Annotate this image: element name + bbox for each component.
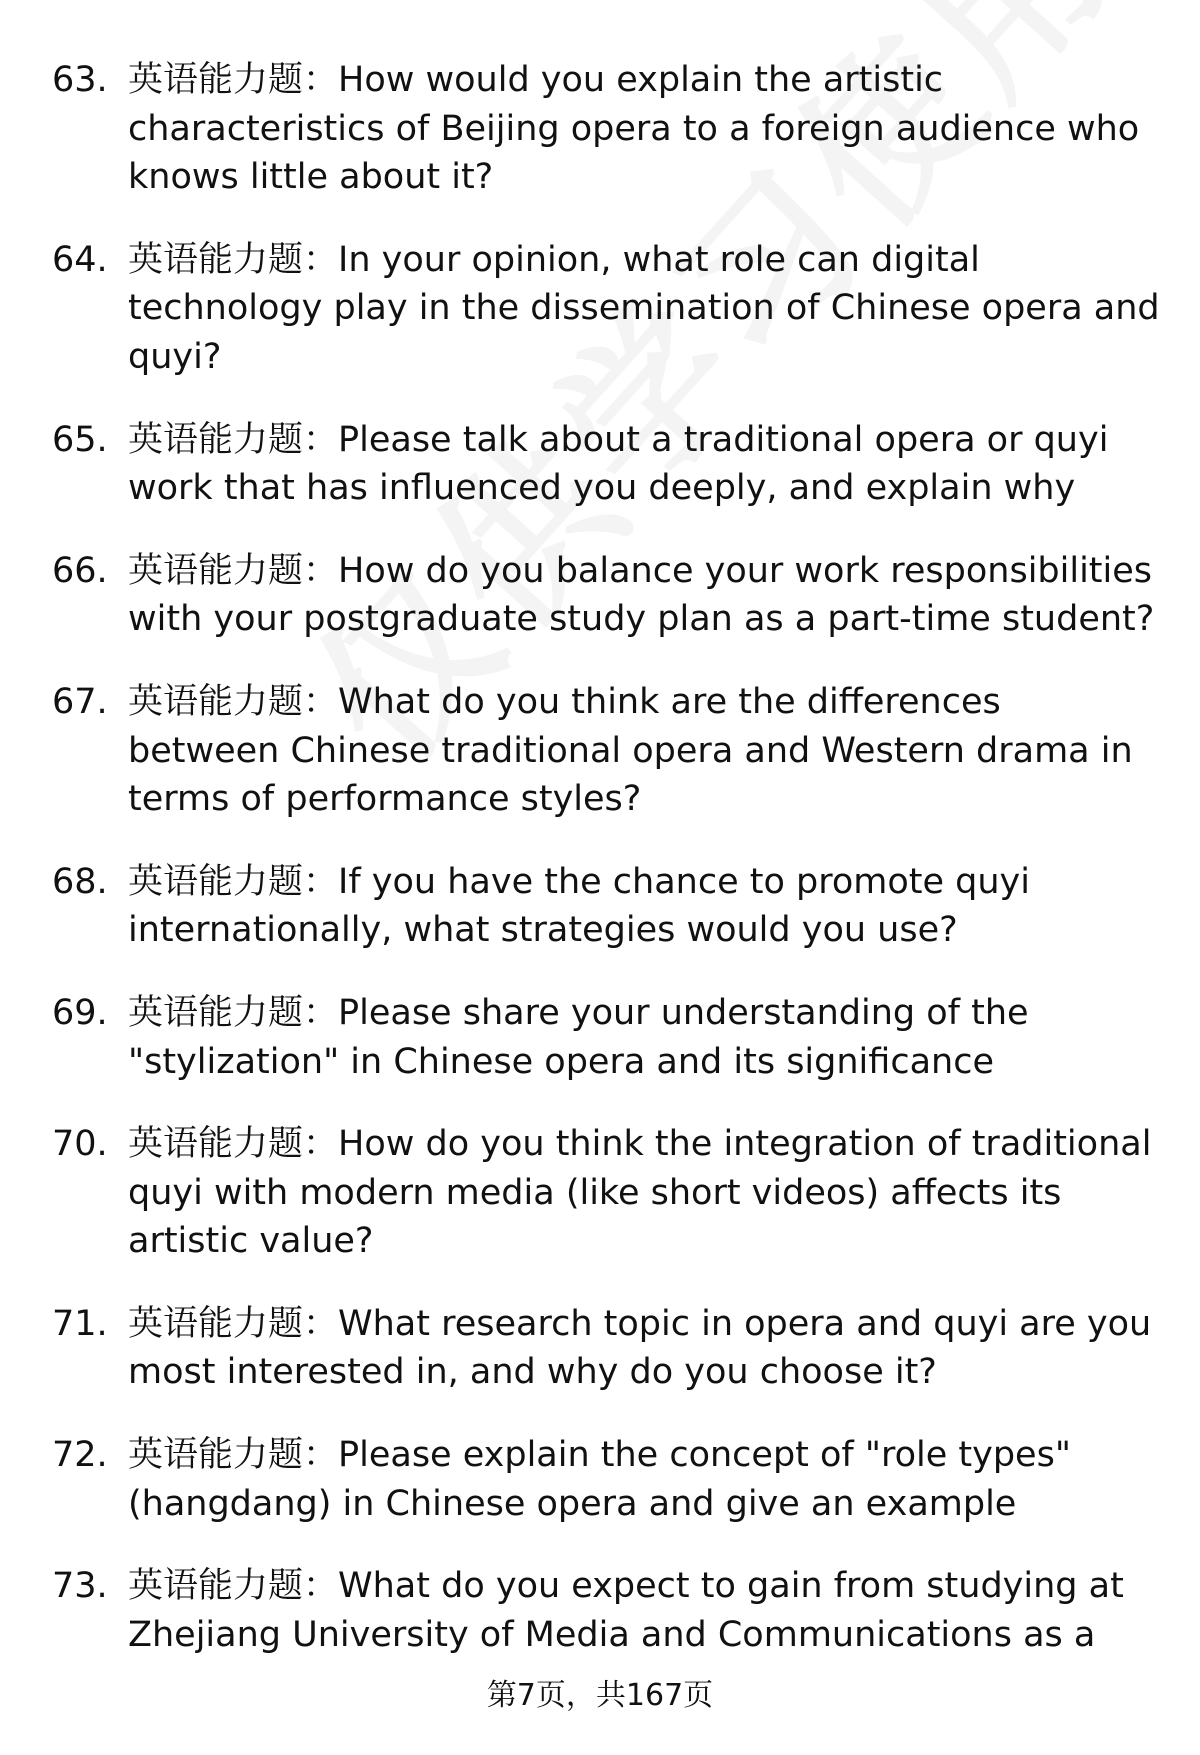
- question-number: 69.: [52, 992, 108, 1033]
- question-body: [128, 1120, 1162, 1266]
- question-tag: 英语能力题：: [128, 992, 339, 1033]
- question-text: How would you explain the artistic characteristics of Beijing opera to a foreign audience who knows little about it?: [128, 60, 1140, 198]
- question-number: 70.: [52, 1124, 108, 1165]
- question-tag: 英语能力题：: [128, 239, 339, 280]
- question-text: What do you think are the differences between Chinese traditional opera and Western drama in terms of performance styles?: [128, 681, 1133, 820]
- question-tag: 英语能力题：: [128, 681, 339, 722]
- question-tag: 英语能力题：: [128, 419, 339, 460]
- question-body: [128, 1300, 1162, 1397]
- list-item: [52, 547, 1162, 644]
- question-number: 73.: [52, 1566, 108, 1607]
- list-item: [52, 678, 1162, 824]
- question-text: What research topic in opera and quyi are you most interested in, and why do you choose it?: [128, 1303, 1152, 1393]
- question-number: 71.: [52, 1303, 108, 1344]
- question-body: [128, 547, 1162, 644]
- list-item: [52, 858, 1162, 955]
- question-tag: 英语能力题：: [128, 550, 339, 591]
- page-footer: 第7页，共167页: [486, 1678, 714, 1713]
- question-number: 66.: [52, 550, 108, 591]
- question-text: If you have the chance to promote quyi internationally, what strategies would you use?: [128, 861, 1030, 951]
- question-body: [128, 678, 1162, 824]
- question-body: [128, 1431, 1162, 1528]
- list-item: [52, 1431, 1162, 1528]
- question-text: Please share your understanding of the "stylization" in Chinese opera and its significance: [128, 992, 1029, 1082]
- question-tag: 英语能力题：: [128, 1303, 339, 1344]
- question-body: [128, 236, 1162, 382]
- list-item: [52, 1300, 1162, 1397]
- question-number: 64.: [52, 239, 108, 280]
- question-body: [128, 1562, 1162, 1659]
- question-text: In your opinion, what role can digital technology play in the dissemination of Chinese opera and quyi?: [128, 239, 1160, 377]
- list-item: [52, 416, 1162, 513]
- list-item: [52, 1562, 1162, 1659]
- question-list: [52, 56, 1162, 1693]
- question-tag: 英语能力题：: [128, 861, 339, 902]
- question-number: 67.: [52, 681, 108, 722]
- question-text: How do you balance your work responsibilities with your postgraduate study plan as a part-time student?: [128, 550, 1155, 640]
- question-body: [128, 858, 1162, 955]
- question-body: [128, 989, 1162, 1086]
- question-number: 65.: [52, 419, 108, 460]
- question-number: 68.: [52, 861, 108, 902]
- list-item: [52, 236, 1162, 382]
- question-text: How do you think the integration of traditional quyi with modern media (like short videos) affects its artistic value?: [128, 1124, 1152, 1262]
- question-tag: 英语能力题：: [128, 1566, 339, 1607]
- question-body: [128, 56, 1162, 202]
- question-tag: 英语能力题：: [128, 1124, 339, 1165]
- question-tag: 英语能力题：: [128, 60, 339, 100]
- question-body: [128, 416, 1162, 513]
- question-text: Please talk about a traditional opera or quyi work that has influenced you deeply, and explain why: [128, 419, 1109, 509]
- question-number: 72.: [52, 1435, 108, 1476]
- question-number: 63.: [52, 60, 108, 100]
- question-text: Please explain the concept of "role types" (hangdang) in Chinese opera and give an example: [128, 1435, 1071, 1524]
- list-item: [52, 1120, 1162, 1266]
- list-item: [52, 56, 1162, 202]
- question-text: What do you expect to gain from studying at Zhejiang University of Media and Communications as a: [128, 1566, 1124, 1655]
- question-tag: 英语能力题：: [128, 1435, 339, 1476]
- list-item: [52, 989, 1162, 1086]
